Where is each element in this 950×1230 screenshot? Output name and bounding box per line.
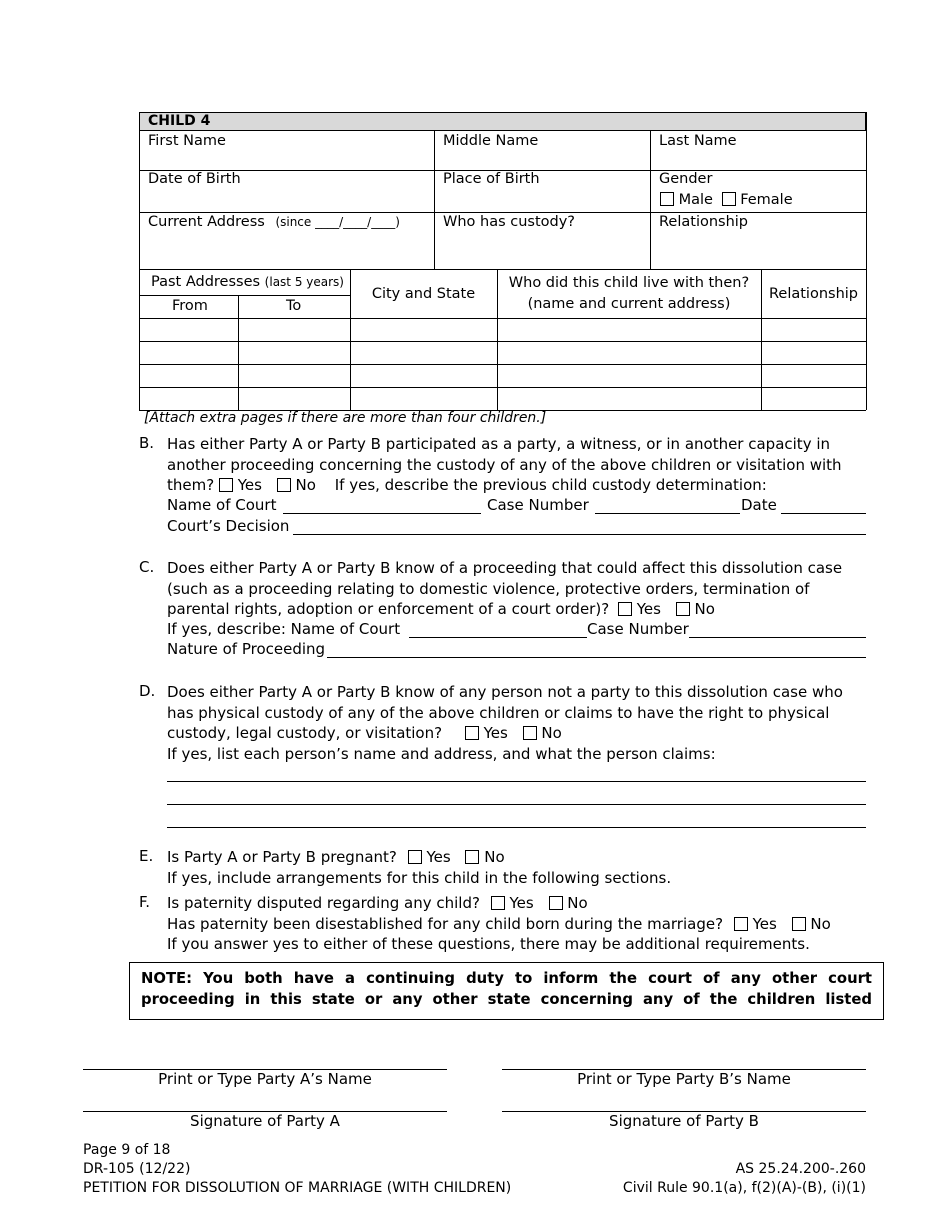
past-addresses-header: Past Addresses (last 5 years)	[151, 274, 344, 290]
b-date-input[interactable]	[781, 513, 866, 514]
child-heading-bar	[139, 112, 866, 131]
d-yes-checkbox[interactable]	[465, 726, 479, 740]
c-case-label: Case Number	[587, 620, 689, 638]
d-answer-line-3[interactable]	[167, 827, 866, 828]
current-address-label: Current Address	[148, 214, 265, 230]
section-c-letter: C.	[139, 558, 155, 576]
b-decision-label: Court’s Decision	[167, 517, 290, 535]
gender-label: Gender	[659, 171, 713, 187]
form-id: DR-105 (12/22)	[83, 1161, 191, 1177]
from-header: From	[172, 298, 208, 314]
f-yes2-checkbox[interactable]	[734, 917, 748, 931]
section-d: Does either Party A or Party B know of any person not a party to this dissolution case who has physical custody of any of the above children or claims to have the right to physical custody, legal custody, or visitation? Yes No If yes, list each person’s name and address, and what the person claims:	[167, 683, 843, 763]
f-no2-checkbox[interactable]	[792, 917, 806, 931]
note-line-2: proceeding in this state or any other state concerning any of the children listed	[141, 990, 872, 1008]
footer-left	[83, 1141, 511, 1198]
female-checkbox[interactable]	[722, 192, 736, 206]
e-yes-checkbox[interactable]	[408, 850, 422, 864]
section-d-letter: D.	[139, 682, 156, 700]
f-yes-checkbox[interactable]	[491, 896, 505, 910]
b-court-label: Name of Court	[167, 496, 277, 514]
c-describe-label: If yes, describe: Name of Court	[167, 620, 401, 638]
since-date-label: (since ____/____/____)	[275, 215, 400, 229]
e-no-checkbox[interactable]	[465, 850, 479, 864]
party-a-name-label: Print or Type Party A’s Name	[158, 1070, 372, 1088]
f-no-checkbox[interactable]	[549, 896, 563, 910]
table-row[interactable]	[140, 342, 865, 364]
table-row[interactable]	[140, 388, 865, 410]
city-state-header: City and State	[371, 286, 476, 302]
c-court-input[interactable]	[409, 637, 587, 638]
section-b: Has either Party A or Party B participated as a party, a witness, or in another capacity in another proceeding concerning the custody of any of the above children or visitation with them? Yes No If yes, describe the previous child custody determination:	[167, 435, 842, 494]
section-c: Does either Party A or Party B know of a proceeding that could affect this dissolution case (such as a proceeding relating to domestic violence, protective orders, termination of parental rights, adoption or enforcement of a court order)? Yes No	[167, 559, 843, 618]
footer-right	[623, 1160, 866, 1198]
gender-options	[660, 192, 793, 208]
lived-with-header-1: Who did this child live with then?	[508, 275, 750, 291]
last-name-field[interactable]: Last Name	[659, 133, 737, 149]
note-box	[129, 962, 884, 1020]
statute-ref: AS 25.24.200-.260	[735, 1161, 866, 1177]
c-case-input[interactable]	[689, 637, 866, 638]
section-f-letter: F.	[139, 893, 150, 911]
c-nature-label: Nature of Proceeding	[167, 640, 326, 658]
c-yes-checkbox[interactable]	[618, 602, 632, 616]
b-court-input[interactable]	[283, 513, 481, 514]
place-of-birth-field[interactable]: Place of Birth	[443, 171, 540, 187]
section-b-letter: B.	[139, 434, 155, 452]
party-b-name-label: Print or Type Party B’s Name	[577, 1070, 791, 1088]
party-b-signature-label: Signature of Party B	[609, 1112, 759, 1130]
table-row[interactable]	[140, 365, 865, 387]
page-number: Page 9 of 18	[83, 1142, 171, 1158]
b-case-input[interactable]	[595, 513, 740, 514]
relationship-header: Relationship	[768, 286, 858, 302]
b-decision-input[interactable]	[293, 534, 866, 535]
lived-with-header-2: (name and current address)	[527, 296, 731, 312]
section-e: Is Party A or Party B pregnant? Yes No If yes, include arrangements for this child in the following sections.	[167, 848, 672, 887]
note-line-1: NOTE: You both have a continuing duty to inform the court of any other court	[141, 970, 872, 987]
b-date-label: Date	[741, 496, 777, 514]
child-heading: CHILD 4	[148, 113, 211, 129]
male-label: Male	[678, 192, 713, 208]
rule-ref: Civil Rule 90.1(a), f(2)(A)-(B), (i)(1)	[622, 1180, 866, 1196]
male-checkbox[interactable]	[660, 192, 674, 206]
custody-field[interactable]: Who has custody?	[443, 214, 576, 230]
current-address-field[interactable]	[148, 214, 400, 230]
first-name-field[interactable]: First Name	[148, 133, 226, 149]
c-no-checkbox[interactable]	[676, 602, 690, 616]
form-title: PETITION FOR DISSOLUTION OF MARRIAGE (WITH CHILDREN)	[83, 1180, 512, 1196]
b-case-label: Case Number	[487, 496, 589, 514]
to-header: To	[286, 298, 302, 314]
female-label: Female	[740, 192, 793, 208]
d-no-checkbox[interactable]	[523, 726, 537, 740]
party-a-signature-label: Signature of Party A	[190, 1112, 340, 1130]
d-answer-line-1[interactable]	[167, 781, 866, 782]
date-of-birth-field[interactable]: Date of Birth	[148, 171, 241, 187]
section-f: Is paternity disputed regarding any child? Yes No Has paternity been disestablished for any child born during the marriage? Yes No If you answer yes to either of these questions, there may be additional requirements.	[167, 894, 831, 953]
middle-name-field[interactable]: Middle Name	[443, 133, 539, 149]
table-row[interactable]	[140, 319, 865, 341]
c-nature-input[interactable]	[327, 657, 866, 658]
attach-note: [Attach extra pages if there are more than four children.]	[144, 410, 547, 426]
section-e-letter: E.	[139, 847, 154, 865]
b-yes-checkbox[interactable]	[219, 478, 233, 492]
d-answer-line-2[interactable]	[167, 804, 866, 805]
relationship-field[interactable]: Relationship	[659, 214, 749, 230]
b-no-checkbox[interactable]	[277, 478, 291, 492]
